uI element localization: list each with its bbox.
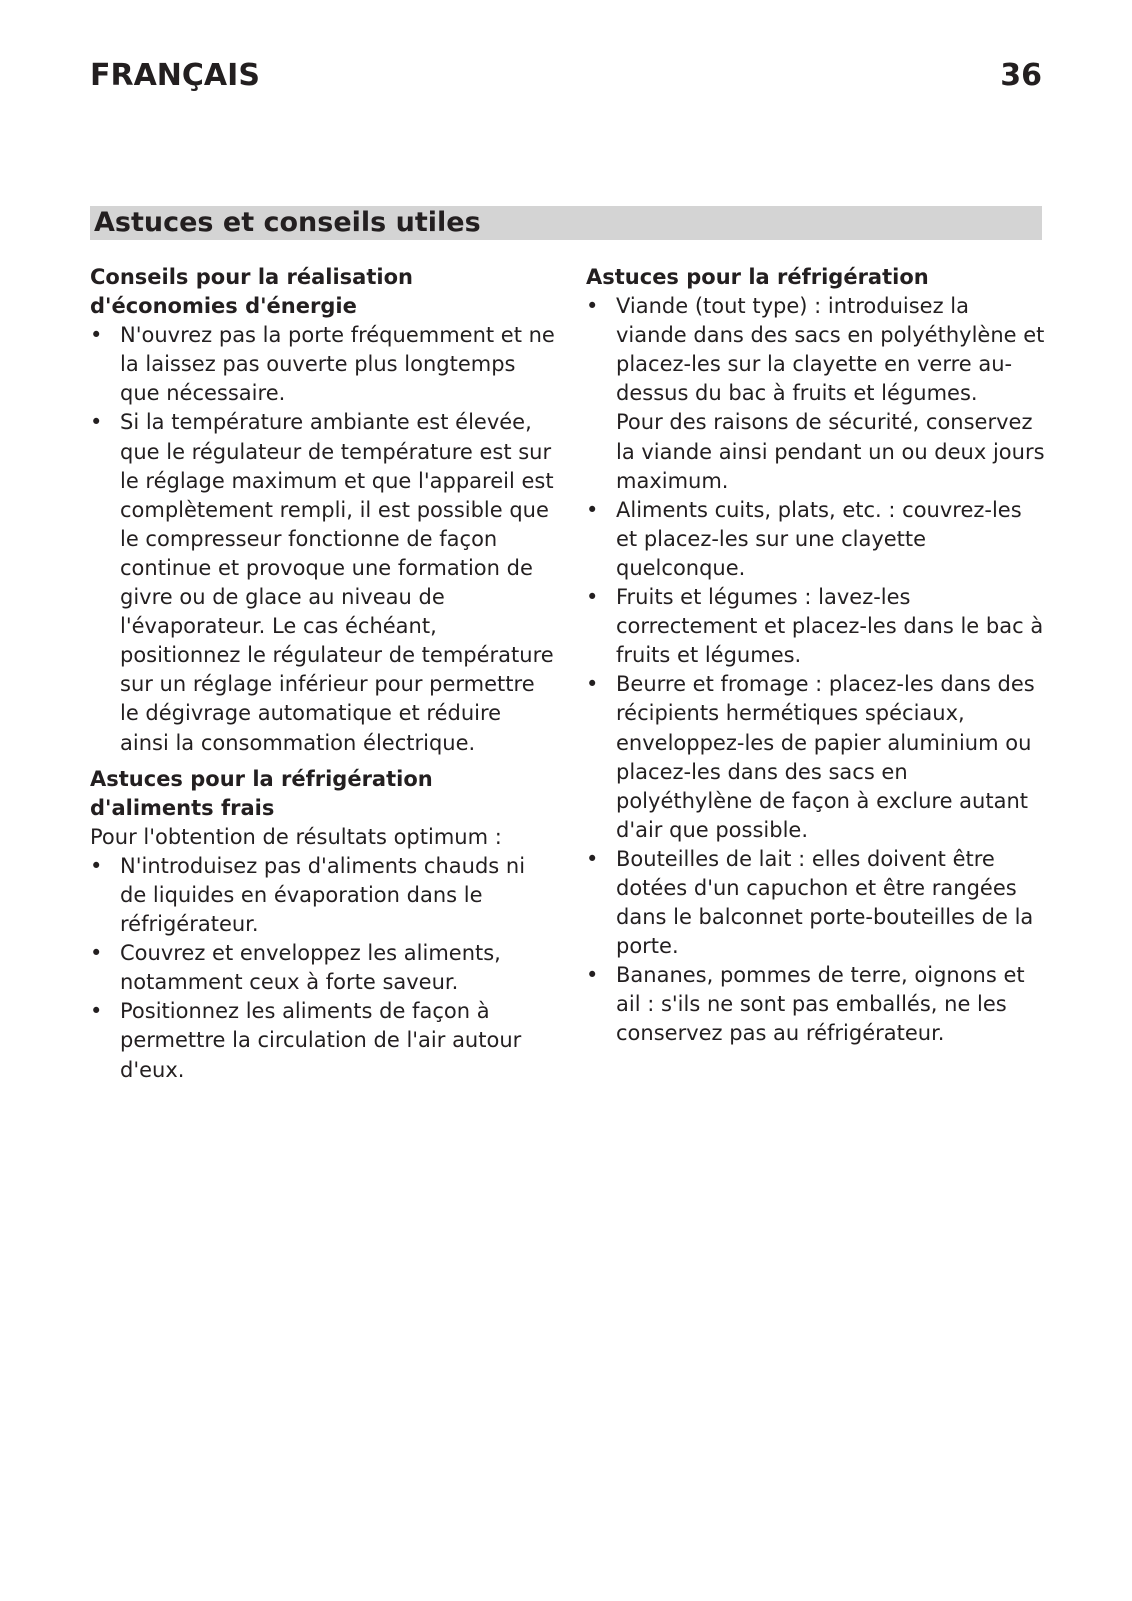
bullet-icon: • bbox=[586, 672, 599, 697]
list-item bbox=[586, 845, 1046, 961]
list-item-text: Positionnez les aliments de façon à permettre la circulation de l'air autour d'eux. bbox=[120, 999, 522, 1082]
left-column bbox=[90, 263, 555, 1085]
list-item-text: Viande (tout type) : introduisez la viande dans des sacs en polyéthylène et placez-les sur la clayette en verre au-dessus du bac à fruits et légumes. bbox=[616, 294, 1045, 406]
section-title: Astuces et conseils utiles bbox=[94, 207, 481, 238]
list-item-text: Couvrez et enveloppez les aliments, notamment ceux à forte saveur. bbox=[120, 941, 501, 995]
bullet-icon: • bbox=[90, 941, 103, 966]
list-item bbox=[90, 321, 555, 408]
page-number: 36 bbox=[1000, 58, 1042, 93]
list-item-text: N'introduisez pas d'aliments chauds ni de liquides en évaporation dans le réfrigérateur. bbox=[120, 853, 526, 937]
section-title-bar bbox=[90, 206, 1042, 240]
refrigeration-list bbox=[586, 292, 1046, 1048]
energy-saving-list bbox=[90, 321, 555, 757]
list-item-text: Bananes, pommes de terre, oignons et ail : s'ils ne sont pas emballés, ne les conservez pas au réfrigérateur. bbox=[616, 963, 1025, 1046]
energy-saving-heading: Conseils pour la réalisation d'économies d'énergie bbox=[90, 265, 413, 319]
bullet-icon: • bbox=[586, 846, 599, 871]
list-item-text: Beurre et fromage : placez-les dans des récipients hermétiques spéciaux, enveloppez-les de papier aluminium ou placez-les dans des sacs en polyéthylène de façon à exclure autant d'air que possible. bbox=[616, 672, 1035, 842]
list-item-text: Aliments cuits, plats, etc. : couvrez-les et placez-les sur une clayette quelconque. bbox=[616, 497, 1022, 580]
list-item-text: Fruits et légumes : lavez-les correctement et placez-les dans le bac à fruits et légumes. bbox=[616, 585, 1044, 668]
list-item bbox=[586, 961, 1046, 1048]
bullet-icon: • bbox=[90, 853, 103, 878]
bullet-icon: • bbox=[586, 497, 599, 522]
bullet-icon: • bbox=[90, 323, 103, 348]
list-item bbox=[586, 670, 1046, 845]
fresh-food-list bbox=[90, 852, 555, 1085]
page-header bbox=[90, 56, 1042, 96]
list-item bbox=[90, 852, 555, 939]
right-column bbox=[586, 263, 1046, 1049]
bullet-icon: • bbox=[586, 294, 599, 319]
meat-safety-note: Pour des raisons de sécurité, conservez la viande ainsi pendant un ou deux jours maximum. bbox=[616, 410, 1045, 493]
list-item bbox=[586, 583, 1046, 670]
list-item bbox=[90, 408, 555, 757]
bullet-icon: • bbox=[586, 585, 599, 610]
list-item bbox=[586, 292, 1046, 496]
fresh-food-intro: Pour l'obtention de résultats optimum : bbox=[90, 824, 502, 849]
refrigeration-heading: Astuces pour la réfrigération bbox=[586, 265, 929, 289]
fresh-food-heading: Astuces pour la réfrigération d'aliments frais bbox=[90, 766, 433, 820]
list-item bbox=[90, 997, 555, 1084]
list-item-text: Bouteilles de lait : elles doivent être dotées d'un capuchon et être rangées dans le balconnet porte-bouteilles de la porte. bbox=[616, 846, 1034, 959]
list-item bbox=[586, 496, 1046, 583]
language-label: FRANÇAIS bbox=[90, 58, 260, 93]
list-item bbox=[90, 939, 555, 997]
list-item-text: N'ouvrez pas la porte fréquemment et ne la laissez pas ouverte plus longtemps que nécessaire. bbox=[120, 323, 555, 406]
bullet-icon: • bbox=[90, 999, 103, 1024]
bullet-icon: • bbox=[586, 963, 599, 988]
bullet-icon: • bbox=[90, 410, 103, 435]
list-item-text: Si la température ambiante est élevée, que le régulateur de température est sur le réglage maximum et que l'appareil est complètement rempli, il est possible que le compresseur fonctionne de façon continue et provoque une formation de givre ou de glace au niveau de l'évaporateur. Le cas échéant, positionnez le régulateur de température sur un réglage inférieur pour permettre le dégivrage automatique et réduire ainsi la consommation électrique. bbox=[120, 410, 554, 755]
